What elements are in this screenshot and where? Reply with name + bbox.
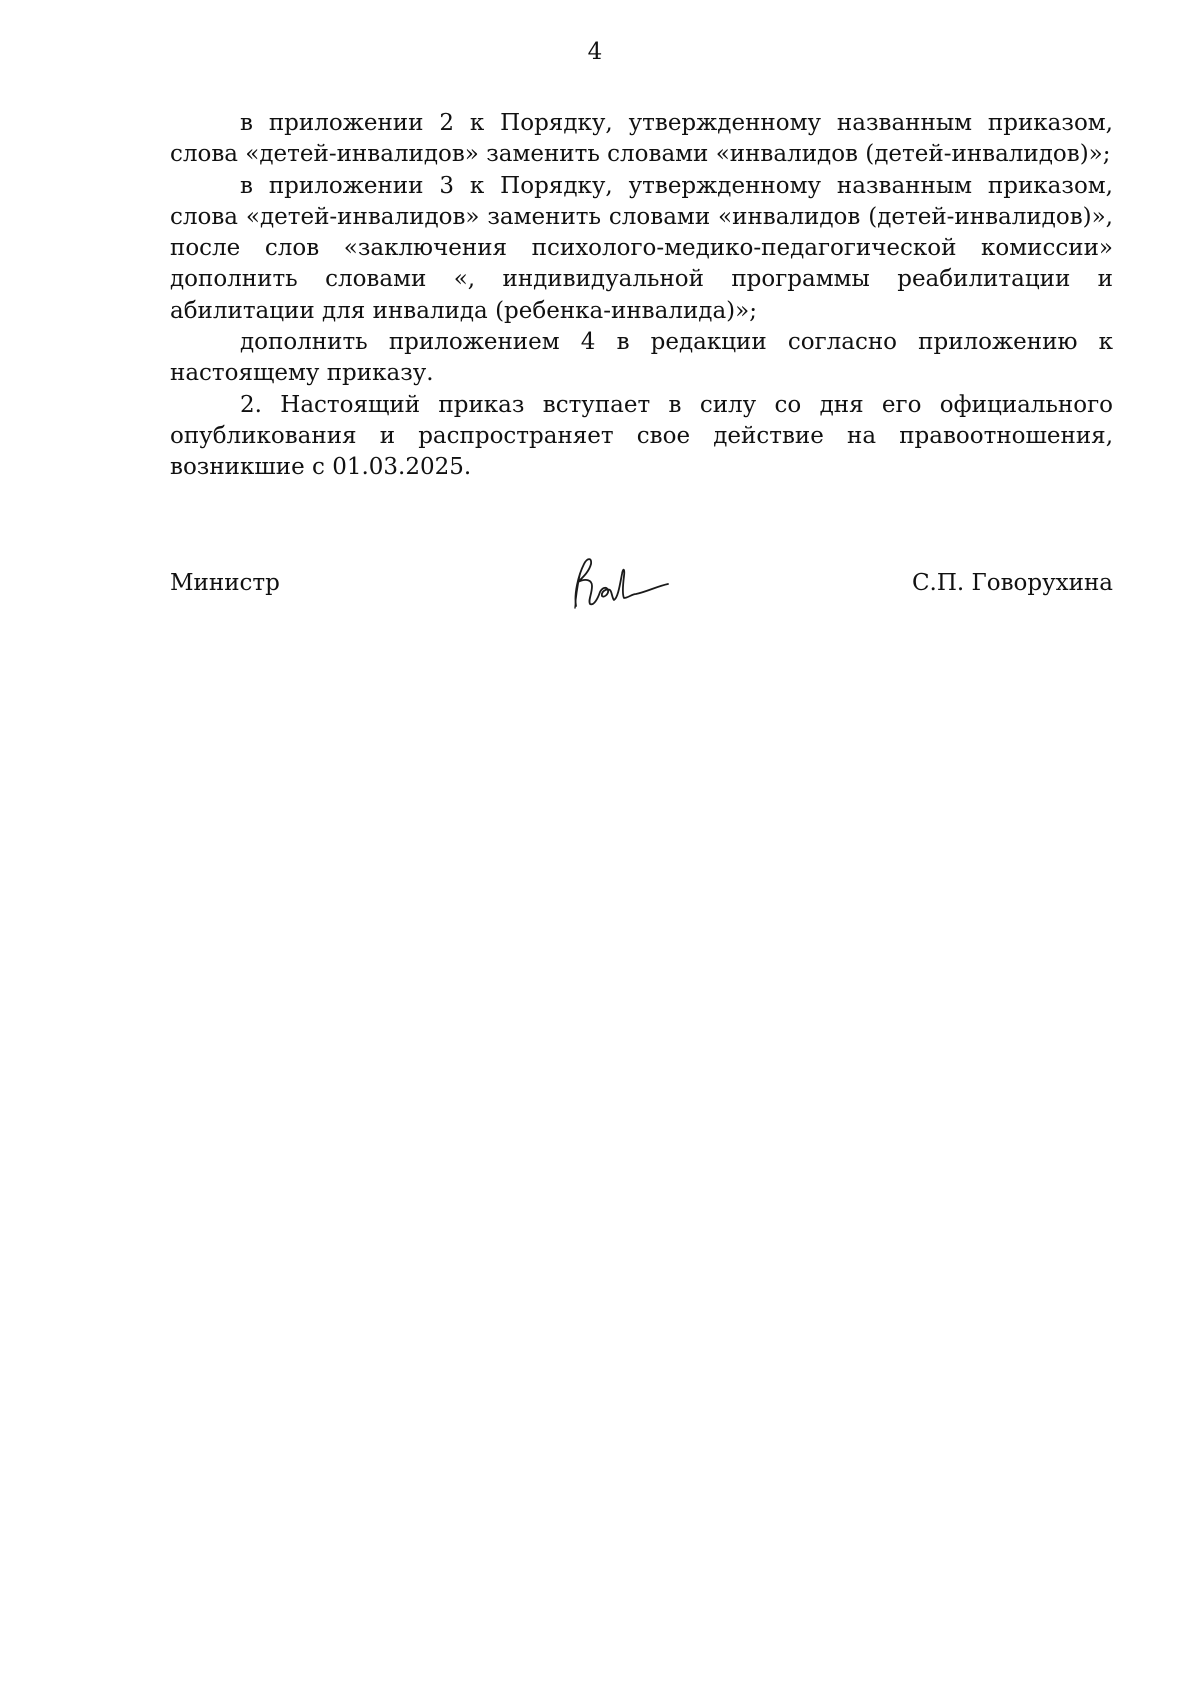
handwritten-signature [562,554,672,610]
signatory-name: С.П. Говорухина [911,570,1113,596]
signatory-title: Министр [170,570,280,596]
paragraph-effective-date: 2. Настоящий приказ вступает в силу со дня его официального опубликования и распространяет свое действие на правоотношения, возникшие с 01.03.2025. [170,391,1113,481]
paragraph-add-appendix-4: дополнить приложением 4 в редакции согласно приложению к настоящему приказу. [170,329,1113,387]
paragraph-appendix-2: в приложении 2 к Порядку, утвержденному названным приказом, слова «детей-инвалидов» заменить словами «инвалидов (детей-инвалидов)»; [170,110,1113,168]
document-body [170,108,1113,484]
signature-block [170,568,1113,628]
paragraph-appendix-3: в приложении 3 к Порядку, утвержденному названным приказом, слова «детей-инвалидов» заменить словами «инвалидов (детей-инвалидов)», после слов «заключения психолого-медико-педагогической комиссии» дополнить словами «, индивидуальной программы реабилитации и абилитации для инвалида (ребенка-инвалида)»; [170,172,1113,324]
page-number: 4 [587,39,603,65]
